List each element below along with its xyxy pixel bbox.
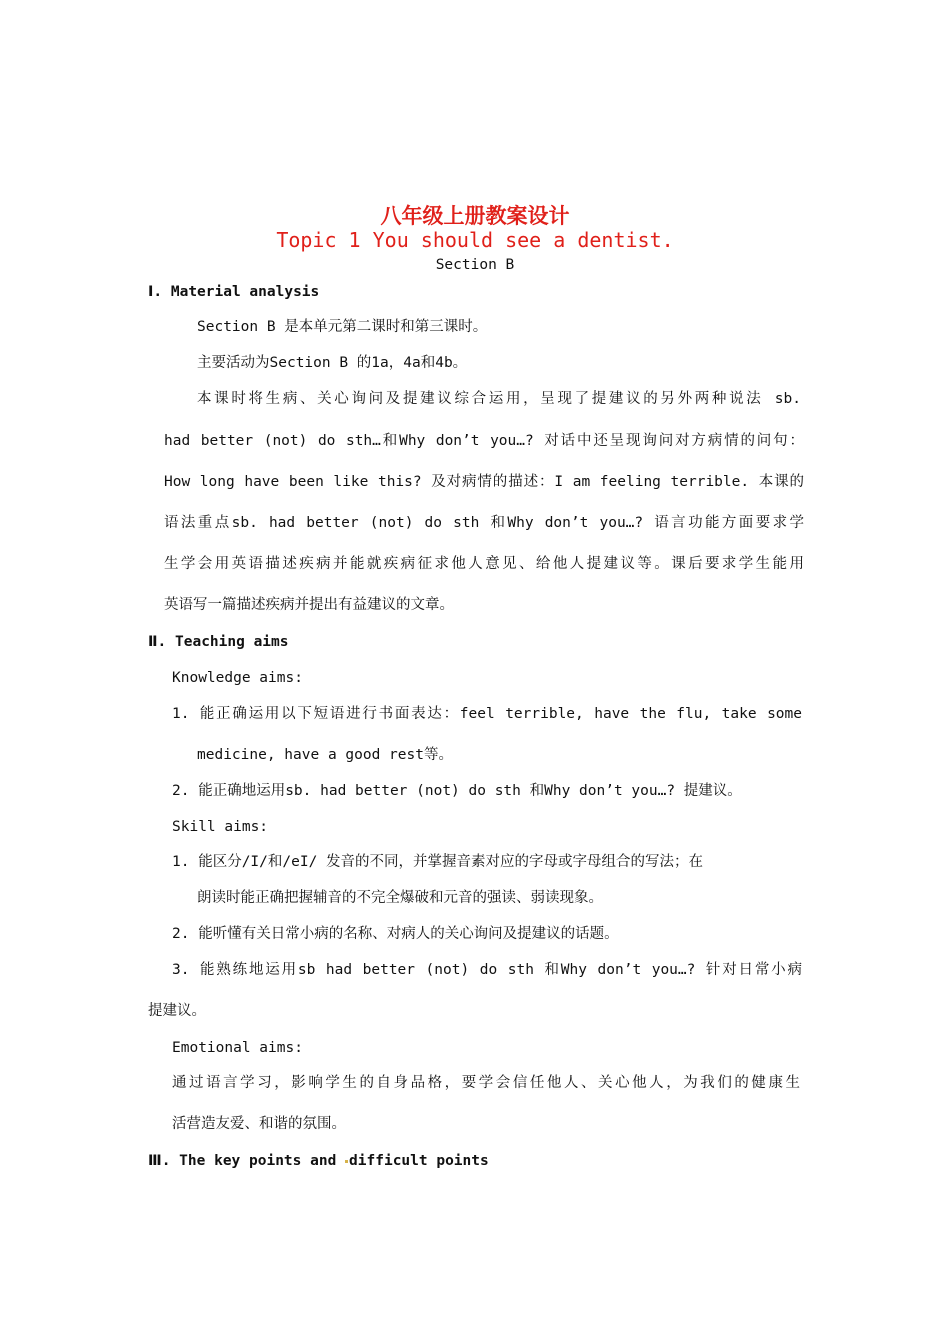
document-title-en: Topic 1 You should see a dentist.	[276, 228, 674, 252]
material-line-4: had better (not) do sth…和Why don’t you…? 对话中还呈现询问对方病情的问句：	[164, 433, 804, 449]
material-line-1: Section B 是本单元第二课时和第三课时。	[197, 319, 488, 335]
material-line-5: How long have been like this? 及对病情的描述：I am feeling terrible. 本课的	[164, 474, 804, 490]
heading-key-points-part1: Ⅲ. The key points and	[148, 1153, 346, 1169]
material-line-7: 生学会用英语描述疾病并能就疾病征求他人意见、给他人提建议等。课后要求学生能用	[164, 556, 804, 572]
emotional-aim-1-cont: 活营造友爱、和谐的氛围。	[172, 1116, 346, 1132]
skill-aim-1: 1. 能区分/I/和/eI/ 发音的不同，并掌握音素对应的字母或字母组合的写法；在	[172, 854, 704, 870]
section-label: Section B	[435, 257, 515, 273]
skill-aim-1-cont: 朗读时能正确把握辅音的不完全爆破和元音的强读、弱读现象。	[197, 890, 603, 906]
heading-key-points	[148, 1151, 489, 1171]
knowledge-aim-2: 2. 能正确地运用sb. had better (not) do sth 和Why don’t you…? 提建议。	[172, 783, 742, 799]
knowledge-aim-1-cont: medicine, have a good rest等。	[197, 747, 453, 763]
skill-aim-3: 3. 能熟练地运用sb had better (not) do sth 和Why don’t you…? 针对日常小病	[172, 962, 802, 978]
heading-material-analysis: Ⅰ. Material analysis	[148, 284, 320, 300]
skill-aims-label: Skill aims:	[172, 819, 269, 835]
skill-aim-3-cont: 提建议。	[148, 1003, 206, 1019]
heading-teaching-aims: Ⅱ. Teaching aims	[148, 634, 289, 650]
material-line-6: 语法重点sb. had better (not) do sth 和Why don’t you…? 语言功能方面要求学	[164, 515, 804, 531]
material-line-2: 主要活动为Section B 的1a，4a和4b。	[197, 355, 468, 371]
material-line-3: 本课时将生病、关心询问及提建议综合运用，呈现了提建议的另外两种说法 sb.	[197, 391, 801, 407]
emotional-aims-label: Emotional aims:	[172, 1040, 303, 1056]
emotional-aim-1: 通过语言学习，影响学生的自身品格，要学会信任他人、关心他人，为我们的健康生	[172, 1075, 800, 1091]
artifact-dot	[345, 1160, 348, 1163]
document-title-cn: 八年级上册教案设计	[380, 204, 570, 228]
heading-key-points-part2: difficult points	[349, 1153, 489, 1169]
knowledge-aim-1: 1. 能正确运用以下短语进行书面表达：feel terrible, have the flu, take some	[172, 706, 802, 722]
material-line-8: 英语写一篇描述疾病并提出有益建议的文章。	[164, 597, 454, 613]
skill-aim-2: 2. 能听懂有关日常小病的名称、对病人的关心询问及提建议的话题。	[172, 926, 619, 942]
knowledge-aims-label: Knowledge aims:	[172, 670, 303, 686]
